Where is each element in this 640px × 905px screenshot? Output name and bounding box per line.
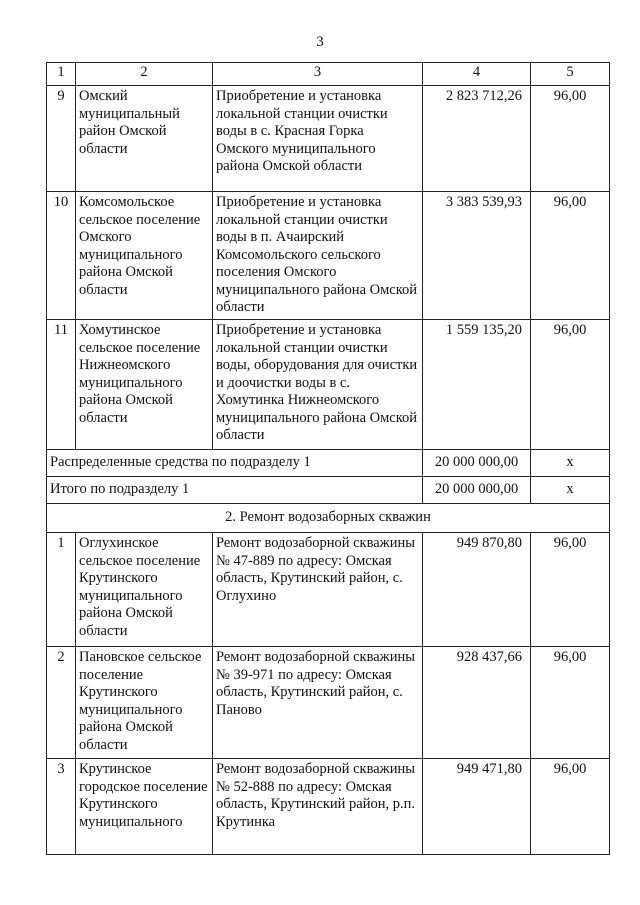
column-header: 4 [423, 63, 531, 86]
recipient-cell: Хомутинское сельское поселение Нижнеомского муниципального района Омской области [76, 320, 213, 450]
purpose-cell: Ремонт водозаборной скважины № 52-888 по адресу: Омская область, Крутинский район, р.п. Крутинка [213, 759, 423, 855]
column-header: 2 [76, 63, 213, 86]
column-header: 1 [47, 63, 76, 86]
amount-cell: 1 559 135,20 [423, 320, 531, 450]
purpose-cell: Приобретение и установка локальной станции очистки воды в с. Красная Горка Омского муниципального района Омской области [213, 86, 423, 192]
recipient-cell: Пановское сельское поселение Крутинского муниципального района Омской области [76, 647, 213, 759]
purpose-cell: Ремонт водозаборной скважины № 39-971 по адресу: Омская область, Крутинский район, с. Паново [213, 647, 423, 759]
percent-cell: 96,00 [531, 86, 610, 192]
row-number: 9 [47, 86, 76, 192]
total-mark: х [531, 477, 610, 504]
table-row [47, 533, 610, 647]
recipient-cell: Комсомольское сельское поселение Омского муниципального района Омской области [76, 192, 213, 320]
row-number: 1 [47, 533, 76, 647]
percent-cell: 96,00 [531, 533, 610, 647]
distributed-amount: 20 000 000,00 [423, 450, 531, 477]
purpose-cell: Приобретение и установка локальной станции очистки воды, оборудования для очистки и доочистки воды в с. Хомутинка Нижнеомского муниципального района Омской области [213, 320, 423, 450]
amount-cell: 3 383 539,93 [423, 192, 531, 320]
percent-cell: 96,00 [531, 320, 610, 450]
distributed-label: Распределенные средства по подразделу 1 [47, 450, 423, 477]
row-number: 11 [47, 320, 76, 450]
section-heading-row [47, 504, 610, 533]
table-row [47, 647, 610, 759]
total-label: Итого по подразделу 1 [47, 477, 423, 504]
funding-table [46, 62, 610, 855]
recipient-cell: Омский муниципальный район Омской области [76, 86, 213, 192]
table-row [47, 320, 610, 450]
total-amount: 20 000 000,00 [423, 477, 531, 504]
table-header-row [47, 63, 610, 86]
column-header: 3 [213, 63, 423, 86]
row-number: 10 [47, 192, 76, 320]
amount-cell: 949 870,80 [423, 533, 531, 647]
total-row [47, 477, 610, 504]
percent-cell: 96,00 [531, 759, 610, 855]
row-number: 3 [47, 759, 76, 855]
table-row [47, 759, 610, 855]
column-header: 5 [531, 63, 610, 86]
purpose-cell: Ремонт водозаборной скважины № 47-889 по адресу: Омская область, Крутинский район, с. Оглухино [213, 533, 423, 647]
section-title: 2. Ремонт водозаборных скважин [47, 504, 610, 533]
recipient-cell: Оглухинское сельское поселение Крутинского муниципального района Омской области [76, 533, 213, 647]
distributed-mark: х [531, 450, 610, 477]
percent-cell: 96,00 [531, 647, 610, 759]
page-number: 3 [316, 34, 324, 50]
amount-cell: 2 823 712,26 [423, 86, 531, 192]
distributed-row [47, 450, 610, 477]
amount-cell: 928 437,66 [423, 647, 531, 759]
table-row [47, 192, 610, 320]
percent-cell: 96,00 [531, 192, 610, 320]
amount-cell: 949 471,80 [423, 759, 531, 855]
table-row [47, 86, 610, 192]
row-number: 2 [47, 647, 76, 759]
recipient-cell: Крутинское городское поселение Крутинского муниципального [76, 759, 213, 855]
purpose-cell: Приобретение и установка локальной станции очистки воды в п. Ачаирский Комсомольского сельского поселения Омского муниципального района Омской области [213, 192, 423, 320]
